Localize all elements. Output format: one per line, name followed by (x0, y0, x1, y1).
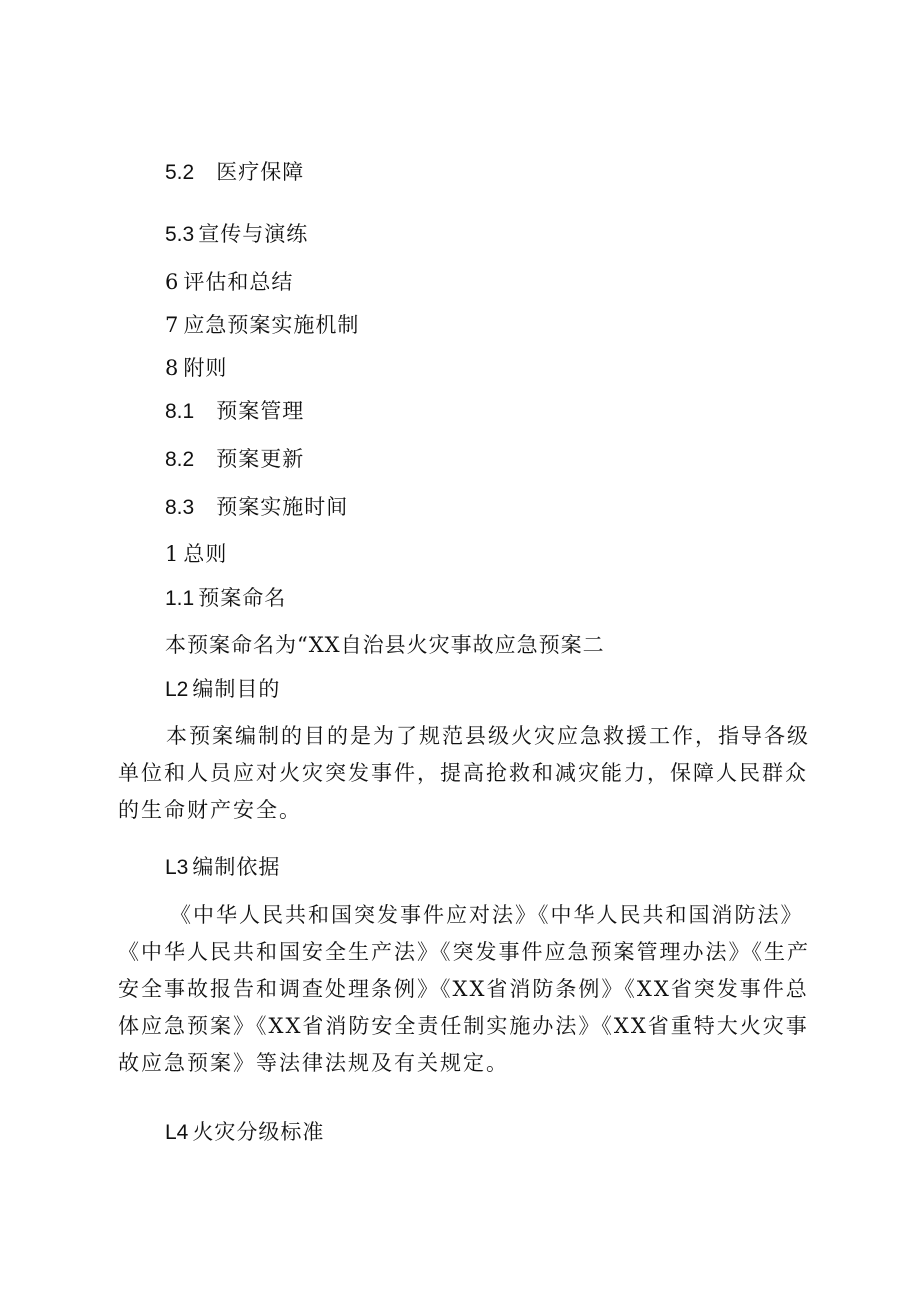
toc-number: 6 (165, 270, 180, 294)
section-number: 1 (165, 542, 180, 566)
section-title: 预案命名 (198, 586, 287, 610)
toc-title: 附则 (183, 356, 228, 380)
toc-item-8-3 (165, 495, 348, 520)
toc-item-8-2 (165, 447, 304, 472)
section-number: L3 (165, 856, 189, 879)
toc-title: 评估和总结 (183, 270, 294, 294)
toc-number: 8.3 (165, 496, 195, 519)
toc-number: 8.2 (165, 448, 195, 471)
section-number: 1.1 (165, 587, 195, 610)
section-title: 火灾分级标准 (192, 1120, 325, 1144)
toc-number: 8.1 (165, 400, 195, 423)
section-body-1-1: 本预案命名为“XX自治县火灾事故应急预案二 (165, 633, 605, 657)
section-title: 总则 (183, 542, 228, 566)
toc-item-6 (165, 270, 293, 294)
section-heading-1-3 (165, 855, 280, 880)
toc-item-7 (165, 313, 359, 337)
toc-item-5-3 (165, 222, 308, 247)
toc-item-8 (165, 356, 227, 380)
section-number: L4 (165, 1121, 189, 1144)
section-heading-1-1 (165, 586, 286, 611)
toc-title: 医疗保障 (216, 160, 305, 184)
toc-item-8-1 (165, 399, 304, 424)
section-heading-1 (165, 542, 227, 566)
toc-title: 应急预案实施机制 (183, 313, 360, 337)
section-title: 编制目的 (192, 677, 281, 701)
toc-title: 预案更新 (216, 447, 305, 471)
section-number: L2 (165, 678, 189, 701)
section-heading-1-4 (165, 1120, 324, 1145)
toc-title: 宣传与演练 (198, 222, 309, 246)
section-title: 编制依据 (192, 855, 281, 879)
toc-item-5-2 (165, 160, 304, 185)
toc-number: 8 (165, 356, 180, 380)
toc-number: 5.3 (165, 223, 195, 246)
toc-title: 预案实施时间 (216, 495, 349, 519)
toc-number: 5.2 (165, 161, 195, 184)
toc-number: 7 (165, 313, 180, 337)
section-heading-1-2 (165, 677, 280, 702)
toc-title: 预案管理 (216, 399, 305, 423)
section-body-1-3: 《中华人民共和国突发事件应对法》《中华人民共和国消防法》《中华人民共和国安全生产法》《突发事件应急预案管理办法》《生产安全事故报告和调查处理条例》《XX省消防条例》《XX省突发事件总体应急预案》《XX省消防安全责任制实施办法》《XX省重特大火灾事故应急预案》等法律法规及有关规定。 (118, 903, 810, 1075)
section-body-1-2: 本预案编制的目的是为了规范县级火灾应急救援工作，指导各级单位和人员应对火灾突发事件，提高抢救和减灾能力，保障人民群众的生命财产安全。 (118, 724, 810, 822)
